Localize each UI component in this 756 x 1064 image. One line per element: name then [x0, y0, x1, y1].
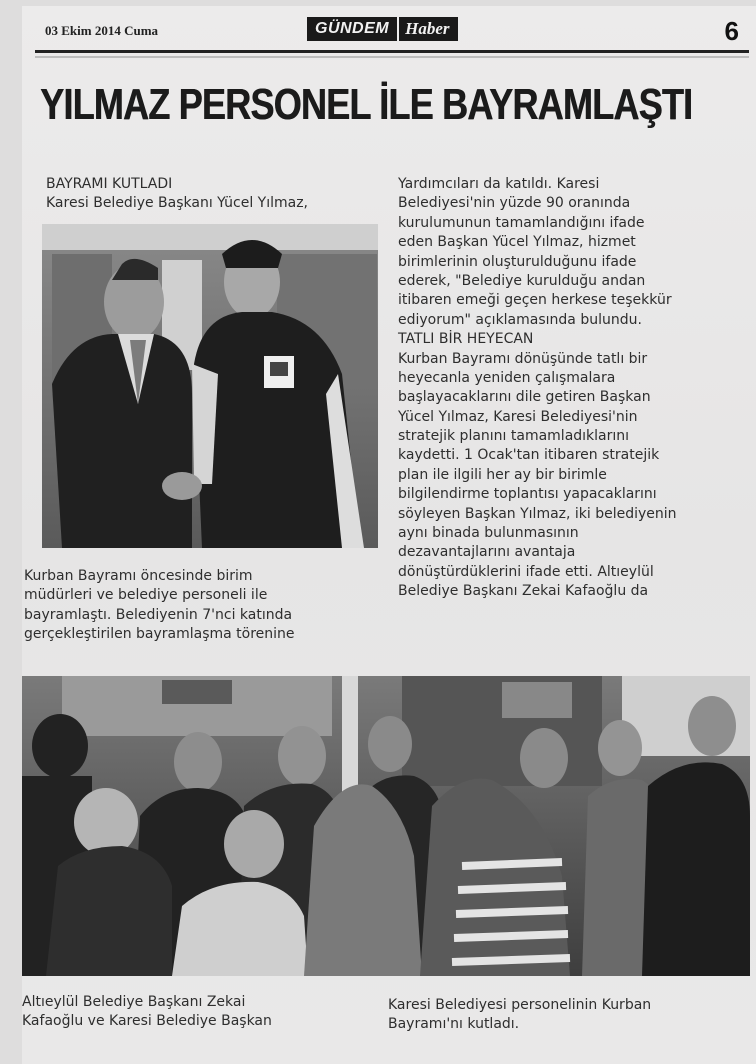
caption-line: Kafaoğlu ve Karesi Belediye Başkan — [22, 1013, 272, 1030]
logo-gundem: GÜNDEM — [307, 17, 397, 41]
text-line: Belediyesi'nin yüzde 90 oranında — [398, 195, 631, 212]
page-header — [35, 10, 749, 53]
group-photo — [22, 676, 750, 976]
text-line: birimlerinin oluşturulduğunu ifade — [398, 253, 637, 270]
text-line: itibaren emeği geçen herkese teşekkür — [398, 292, 672, 309]
handshake-photo — [42, 224, 378, 548]
headline: YILMAZ PERSONEL İLE BAYRAMLAŞTI — [40, 80, 693, 129]
header-divider — [35, 56, 749, 58]
text-line: gerçekleştirilen bayramlaşma törenine — [24, 626, 295, 643]
text-line: bayramlaştı. Belediyenin 7'nci katında — [24, 606, 293, 623]
right-column-text — [398, 175, 677, 602]
text-line: başlayacaklarını dile getiren Başkan — [398, 389, 651, 406]
page-number: 6 — [724, 16, 739, 46]
caption-right — [388, 996, 651, 1035]
text-line: Belediye Başkanı Zekai Kafaoğlu da — [398, 583, 649, 600]
text-line: dezavantajlarını avantaja — [398, 544, 576, 561]
text-line: stratejik planını tamamladıklarını — [398, 428, 630, 445]
text-line: kaydetti. 1 Ocak'tan itibaren stratejik — [398, 447, 660, 464]
subheading-tatli-bir-heyecan: TATLI BİR HEYECAN — [398, 331, 534, 348]
text-line: söyleyen Başkan Yılmaz, iki belediyenin — [398, 505, 677, 522]
text-line: Karesi Belediye Başkanı Yücel Yılmaz, — [46, 195, 309, 212]
text-line: heyecanla yeniden çalışmalara — [398, 369, 616, 386]
text-line: ederek, "Belediye kurulduğu andan — [398, 272, 646, 289]
text-line: kurulumunun tamamlandığını ifade — [398, 214, 645, 231]
caption-line: Altıeylül Belediye Başkanı Zekai — [22, 994, 246, 1010]
text-line: Kurban Bayramı dönüşünde tatlı bir — [398, 350, 648, 367]
text-line: eden Başkan Yücel Yılmaz, hizmet — [398, 234, 636, 251]
text-line: dönüştürdüklerini ifade etti. Altıeylül — [398, 563, 654, 580]
logo-haber: Haber — [397, 17, 457, 41]
left-column-intro — [46, 175, 308, 214]
text-line: müdürleri ve belediye personeli ile — [24, 587, 268, 604]
text-line: ediyorum" açıklamasında bulundu. — [398, 311, 642, 328]
text-line: bilgilendirme toplantısı yapacaklarını — [398, 486, 657, 503]
text-line: plan ile ilgili her ay bir birimle — [398, 466, 607, 483]
text-line: Yardımcıları da katıldı. Karesi — [398, 176, 600, 192]
newspaper-logo — [307, 17, 458, 41]
caption-line: Karesi Belediyesi personelinin Kurban — [388, 997, 652, 1013]
caption-line: Bayramı'nı kutladı. — [388, 1016, 520, 1033]
text-line: Yücel Yılmaz, Karesi Belediyesi'nin — [398, 408, 638, 425]
subheading-bayrami-kutladi: BAYRAMI KUTLADI — [46, 176, 173, 192]
issue-date: 03 Ekim 2014 Cuma — [45, 23, 159, 38]
left-column-text — [24, 567, 295, 645]
caption-left — [22, 993, 272, 1032]
text-line: aynı binada bulunmasının — [398, 525, 579, 542]
text-line: Kurban Bayramı öncesinde birim — [24, 568, 253, 584]
